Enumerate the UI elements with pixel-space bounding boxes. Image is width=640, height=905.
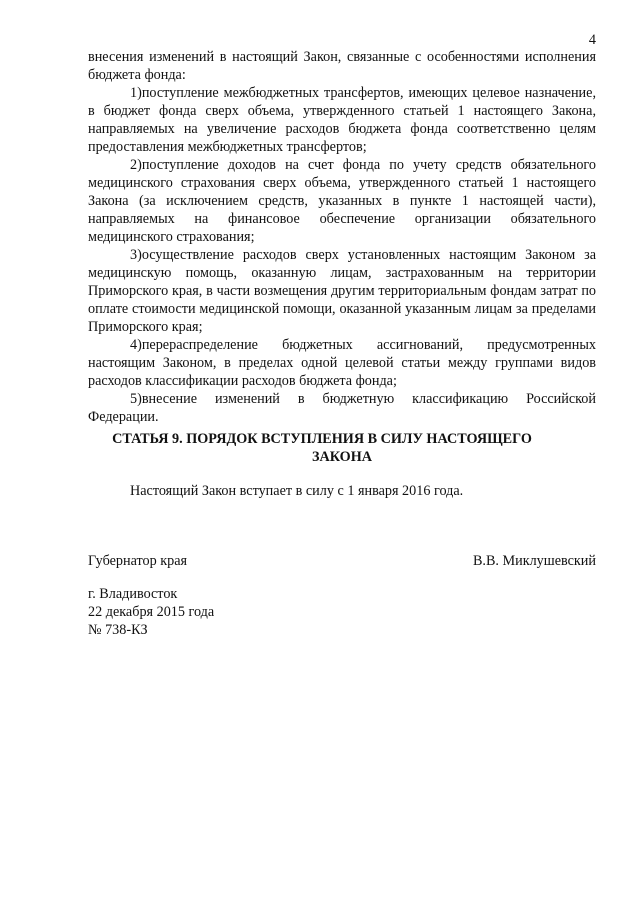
paragraph: 4)перераспределение бюджетных ассигнований, предусмотренных настоящим Законом, в пределах одной целевой статьи между группами видов расходов классификации расходов бюджета фонда; [88,337,596,389]
article-heading-line-1: СТАТЬЯ 9. ПОРЯДОК ВСТУПЛЕНИЯ В СИЛУ НАСТОЯЩЕГО [112,431,532,447]
page-number: 4 [588,32,596,48]
article-heading-line-2: ЗАКОНА [312,449,372,465]
footer-date: 22 декабря 2015 года [88,604,215,620]
document-footer [88,585,214,639]
paragraph: 2)поступление доходов на счет фонда по учету средств обязательного медицинского страхования сверх объема, утвержденного статьей 1 настоящего Закона (за исключением средств, указанных в пункте 1 настоящей части), направляемых на финансовое обеспечение организации обязательного медицинского страхования; [88,157,596,245]
footer-city: г. Владивосток [88,586,178,602]
enactment-paragraph: Настоящий Закон вступает в силу с 1 января 2016 года. [130,483,464,499]
signatory-title: Губернатор края [88,553,188,569]
signature-block [88,552,596,570]
footer-number: № 738-КЗ [88,622,148,638]
paragraph: 1)поступление межбюджетных трансфертов, имеющих целевое назначение, в бюджет фонда сверх объема, утвержденного статьей 1 настоящего Закона, направляемых на увеличение расходов бюджета фонда соответственно целям предоставления межбюджетных трансфертов; [88,85,596,155]
article-heading [88,430,596,466]
signatory-name: В.В. Миклушевский [472,553,596,569]
paragraph: внесения изменений в настоящий Закон, связанные с особенностями исполнения бюджета фонда: [88,49,596,83]
paragraph: 5)внесение изменений в бюджетную классификацию Российской Федерации. [88,391,596,425]
paragraph: 3)осуществление расходов сверх установленных настоящим Законом за медицинскую помощь, оказанную лицам, застрахованным на территории Приморского края, в части возмещения другим территориальным фондам затрат по оплате стоимости медицинской помощи, оказанной указанным лицам за пределами Приморского края; [88,247,596,335]
body-text [88,48,596,426]
